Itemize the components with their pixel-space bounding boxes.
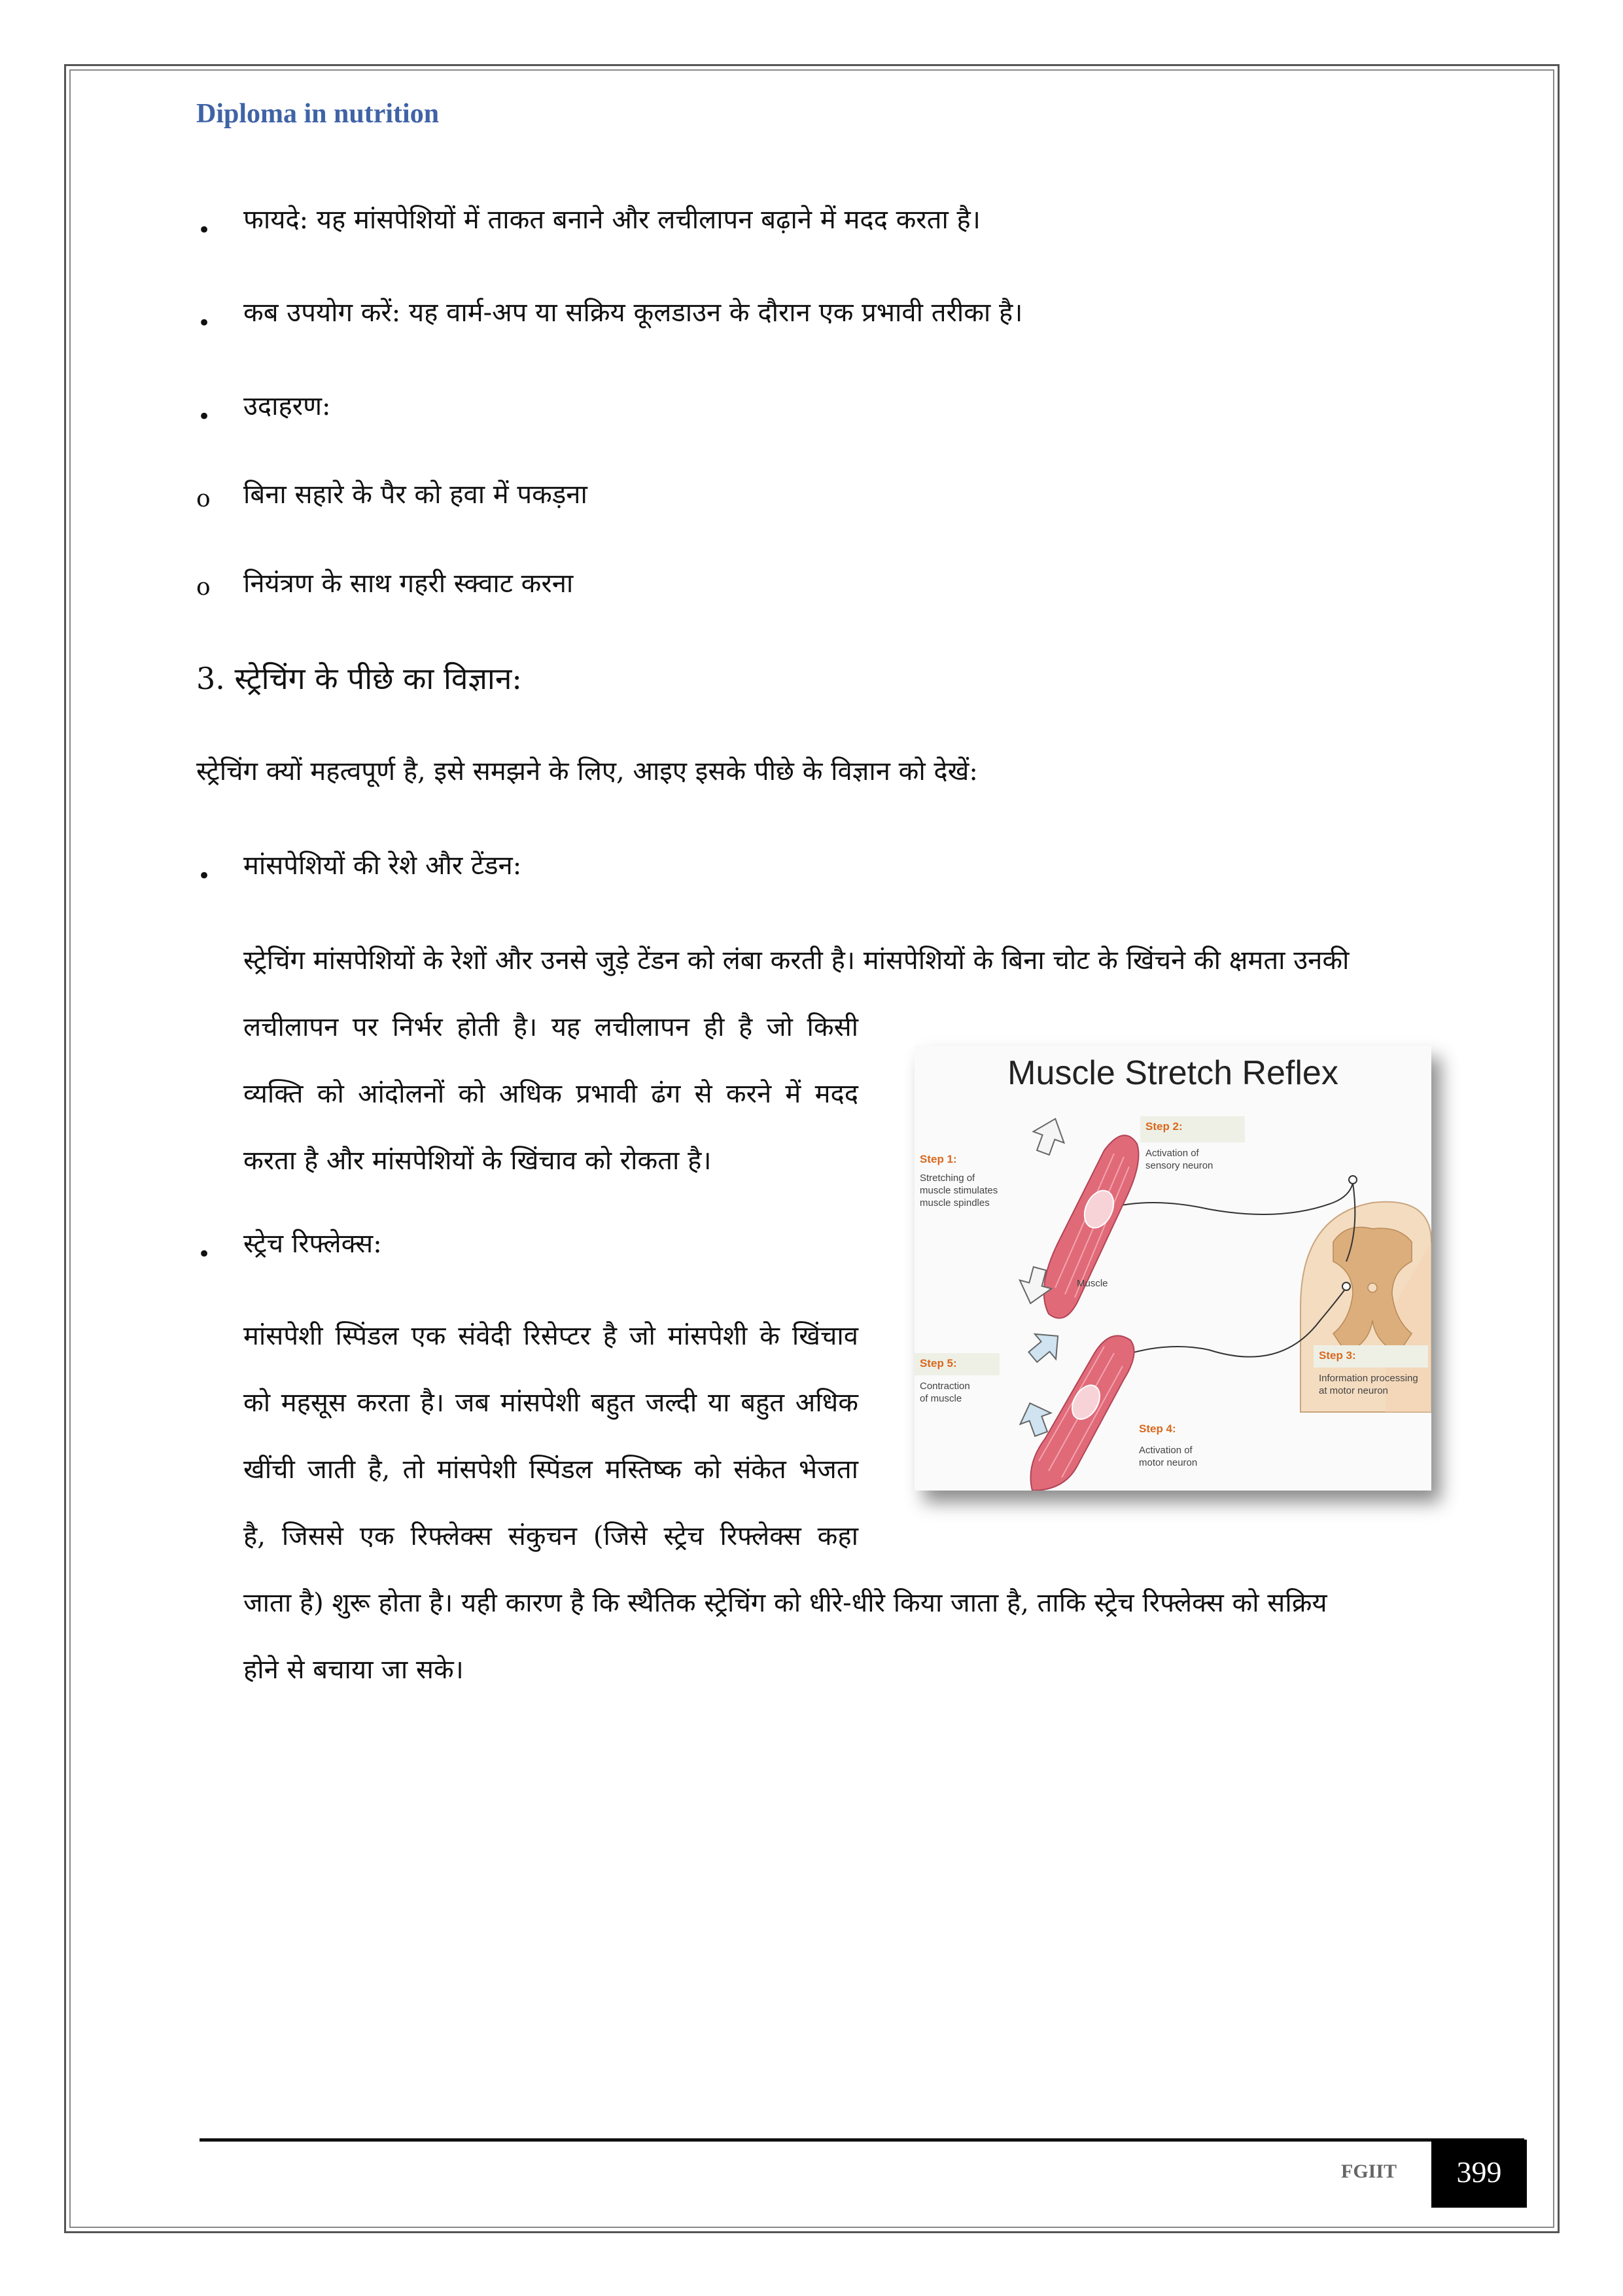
step-1-label xyxy=(915,1149,1000,1170)
muscle-label: Muscle xyxy=(1077,1278,1108,1289)
step-1-heading: Step 1: xyxy=(920,1153,957,1165)
step-2-heading: Step 2: xyxy=(1145,1120,1183,1133)
footer-rule xyxy=(200,2138,1524,2142)
muscle-upper xyxy=(1044,1135,1139,1318)
paragraph-line: जाता है) शुरू होता है। यही कारण है कि स्थैतिक स्ट्रेचिंग को धीरे-धीरे किया जाता है, ताकि स्ट्रेच रिफ्लेक्स को सक्रिय xyxy=(243,1588,1327,1618)
bullet-marker: • xyxy=(198,863,211,889)
footer-org: FGIIT xyxy=(1341,2161,1397,2182)
bullet-text: कब उपयोग करें: यह वार्म-अप या सक्रिय कूलडाउन के दौरान एक प्रभावी तरीका है। xyxy=(243,298,1023,328)
step-3-label xyxy=(1314,1345,1428,1368)
bullet-marker: • xyxy=(198,404,211,430)
step-2-line: sensory neuron xyxy=(1145,1159,1213,1171)
figure-title: Muscle Stretch Reflex xyxy=(1007,1054,1338,1092)
step-3-line: at motor neuron xyxy=(1319,1385,1388,1396)
step-5-line: of muscle xyxy=(920,1392,962,1404)
step-1-line: Stretching of xyxy=(920,1173,975,1184)
step-3-text xyxy=(1319,1373,1418,1398)
paragraph-line: मांसपेशी स्पिंडल एक संवेदी रिसेप्टर है जो मांसपेशी के खिंचाव xyxy=(243,1321,858,1351)
subsection-title: मांसपेशियों की रेशे और टेंडन: xyxy=(243,851,522,881)
bullet-marker: • xyxy=(198,1241,211,1267)
step-5-text xyxy=(920,1381,970,1405)
paragraph-line: को महसूस करता है। जब मांसपेशी बहुत जल्दी या बहुत अधिक xyxy=(243,1388,858,1418)
step-5-label xyxy=(915,1353,1000,1375)
paragraph-line: खींची जाती है, तो मांसपेशी स्पिंडल मस्तिष्क को संकेत भेजता xyxy=(243,1455,858,1485)
paragraph-line: व्यक्ति को आंदोलनों को अधिक प्रभावी ढंग से करने में मदद xyxy=(243,1079,858,1109)
step-4-heading: Step 4: xyxy=(1139,1422,1176,1435)
sub-bullet-text: नियंत्रण के साथ गहरी स्क्वाट करना xyxy=(243,569,574,599)
bullet-text: उदाहरण: xyxy=(243,391,331,421)
step-5-heading: Step 5: xyxy=(920,1357,957,1369)
step-3-heading: Step 3: xyxy=(1319,1349,1356,1362)
paragraph-line: लचीलापन पर निर्भर होती है। यह लचीलापन ही है जो किसी xyxy=(243,1012,858,1042)
sub-bullet-marker: o xyxy=(196,486,211,512)
step-3-line: Information processing xyxy=(1319,1373,1418,1384)
paragraph-line: होने से बचाया जा सके। xyxy=(243,1655,464,1685)
bullet-marker: • xyxy=(198,217,211,243)
step-2-line: Activation of xyxy=(1145,1148,1199,1159)
bullet-text: फायदे: यह मांसपेशियों में ताकत बनाने और लचीलापन बढ़ाने में मदद करता है। xyxy=(243,205,981,235)
section-intro: स्ट्रेचिंग क्यों महत्वपूर्ण है, इसे समझने के लिए, आइए इसके पीछे के विज्ञान को देखें: xyxy=(196,756,978,786)
step-2-label xyxy=(1140,1116,1245,1142)
header-title: Diploma in nutrition xyxy=(196,99,440,129)
step-4-label xyxy=(1134,1419,1232,1441)
muscle-stretch-reflex-figure xyxy=(915,1046,1431,1491)
step-1-line: muscle spindles xyxy=(920,1197,990,1209)
step-2-text xyxy=(1145,1148,1213,1173)
step-1-line: muscle stimulates xyxy=(920,1184,998,1196)
paragraph-line: है, जिससे एक रिफ्लेक्स संकुचन (जिसे स्ट्रेच रिफ्लेक्स कहा xyxy=(243,1521,858,1551)
sub-bullet-marker: o xyxy=(196,574,211,601)
paragraph-line: स्ट्रेचिंग मांसपेशियों के रेशों और उनसे जुड़े टेंडन को लंबा करती है। मांसपेशियों के बिना चोट के खिंचने की क्षमता उनकी xyxy=(243,945,1350,976)
step-5-line: Contraction xyxy=(920,1381,970,1392)
subsection-title: स्ट्रेच रिफ्लेक्स: xyxy=(243,1229,382,1259)
page-number: 399 xyxy=(1431,2140,1527,2208)
bullet-marker: • xyxy=(198,310,211,336)
paragraph-line: करता है और मांसपेशियों के खिंचाव को रोकता है। xyxy=(243,1146,712,1176)
section-heading: 3. स्ट्रेचिंग के पीछे का विज्ञान: xyxy=(196,661,522,696)
step-4-text xyxy=(1139,1445,1197,1470)
sub-bullet-text: बिना सहारे के पैर को हवा में पकड़ना xyxy=(243,480,587,510)
step-4-line: Activation of xyxy=(1139,1445,1193,1456)
step-4-line: motor neuron xyxy=(1139,1457,1198,1468)
step-1-text xyxy=(920,1173,998,1209)
